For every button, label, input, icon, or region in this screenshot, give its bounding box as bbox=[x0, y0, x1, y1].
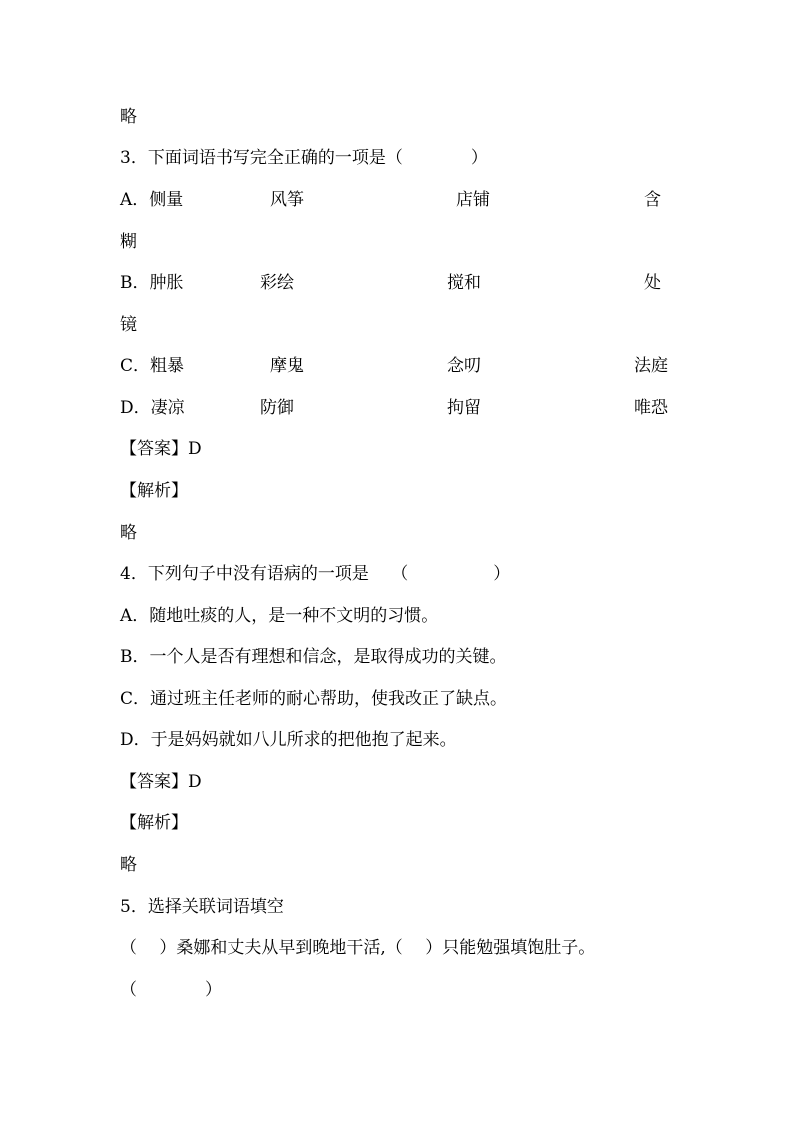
q5-sentence: （ ）桑娜和丈夫从早到晚地干活,（ ）只能勉强填饱肚子。 bbox=[120, 938, 596, 958]
q3-analysis-label: 【解析】 bbox=[120, 481, 188, 501]
q3-option-d-word3: 拘留 bbox=[447, 398, 481, 418]
q4-option-d: D．于是妈妈就如八儿所求的把他抱了起来。 bbox=[120, 730, 457, 750]
q3-option-b-word4-part2: 镜 bbox=[120, 315, 137, 335]
q3-option-a-word2: 风筝 bbox=[270, 190, 304, 210]
q3-option-c-word3: 念叨 bbox=[447, 356, 481, 376]
q4-analysis-label: 【解析】 bbox=[120, 813, 188, 833]
q4-stem: 4．下列句子中没有语病的一项是 （ ） bbox=[120, 564, 511, 584]
q3-option-d-word2: 防御 bbox=[260, 398, 294, 418]
q3-option-c-word4: 法庭 bbox=[634, 356, 668, 376]
top-note: 略 bbox=[120, 107, 137, 127]
q3-option-d-word4: 唯恐 bbox=[634, 398, 668, 418]
q3-option-c-word2: 摩鬼 bbox=[270, 356, 304, 376]
q3-option-a-word4-part2: 糊 bbox=[120, 232, 137, 252]
q3-option-b-label: B．肿胀 bbox=[120, 273, 184, 293]
q4-option-c: C．通过班主任老师的耐心帮助，使我改正了缺点。 bbox=[120, 689, 508, 709]
q4-analysis: 略 bbox=[120, 855, 137, 875]
q4-answer: 【答案】D bbox=[120, 772, 202, 792]
q5-answer-blank: （ ） bbox=[120, 980, 222, 1000]
q3-option-c-label: C．粗暴 bbox=[120, 356, 185, 376]
q3-option-b-word3: 搅和 bbox=[447, 273, 481, 293]
q3-option-d-label: D．凄凉 bbox=[120, 398, 185, 418]
q3-analysis: 略 bbox=[120, 523, 137, 543]
q3-option-a-word4-part1: 含 bbox=[644, 190, 661, 210]
q4-option-b: B．一个人是否有理想和信念，是取得成功的关键。 bbox=[120, 647, 507, 667]
q3-option-a-label: A．侧量 bbox=[120, 190, 184, 210]
q3-option-a-word3: 店铺 bbox=[456, 190, 490, 210]
q3-answer: 【答案】D bbox=[120, 439, 202, 459]
q3-stem: 3．下面词语书写完全正确的一项是（ ） bbox=[120, 148, 488, 168]
q3-option-b-word2: 彩绘 bbox=[260, 273, 294, 293]
q5-stem: 5．选择关联词语填空 bbox=[120, 897, 284, 917]
q3-option-b-word4-part1: 处 bbox=[644, 273, 661, 293]
q4-option-a: A．随地吐痰的人，是一种不文明的习惯。 bbox=[120, 606, 439, 626]
